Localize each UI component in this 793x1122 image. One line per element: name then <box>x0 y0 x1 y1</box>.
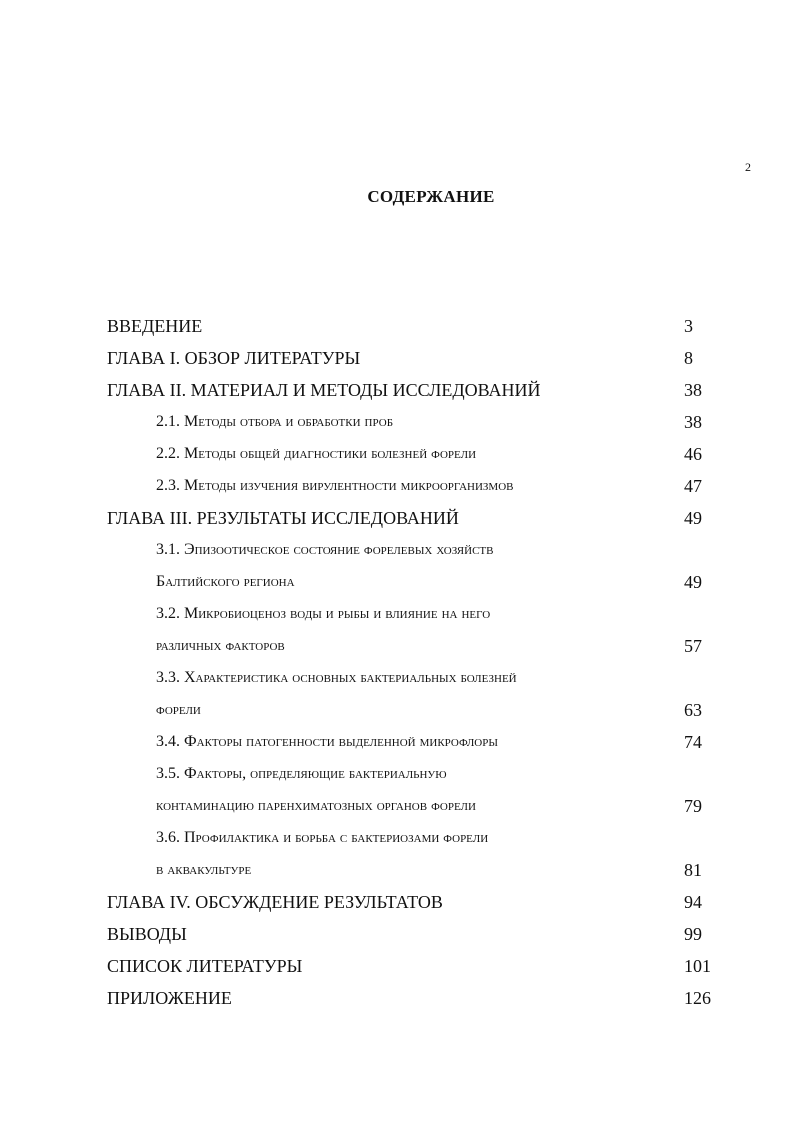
toc-section-entry <box>0 854 793 886</box>
toc-section-entry <box>0 758 793 790</box>
toc-entry-label: 3.3. Характеристика основных бактериальных болезней <box>156 669 517 686</box>
toc-section-entry <box>0 790 793 822</box>
toc-entry-label: 2.3. Методы изучения вирулентности микроорганизмов <box>156 477 514 494</box>
toc-entry-label: ВЫВОДЫ <box>107 924 187 944</box>
toc-chapter-entry <box>0 950 793 982</box>
toc-entry-page-number: 3 <box>684 316 693 336</box>
toc-entry-label: 3.1. Эпизоотическое состояние форелевых хозяйств <box>156 541 494 558</box>
toc-chapter-entry <box>0 918 793 950</box>
toc-section-entry <box>0 662 793 694</box>
toc-entry-label: 2.1. Методы отбора и обработки проб <box>156 413 394 430</box>
toc-section-entry <box>0 438 793 470</box>
toc-section-entry <box>0 406 793 438</box>
toc-entry-page-number: 49 <box>684 572 702 592</box>
toc-entry-label: в аквакультуре <box>156 861 252 878</box>
toc-entry-label: контаминацию паренхиматозных органов форели <box>156 797 476 814</box>
toc-entry-page-number: 74 <box>684 732 702 752</box>
toc-entry-label: ГЛАВА IV. ОБСУЖДЕНИЕ РЕЗУЛЬТАТОВ <box>107 892 443 912</box>
toc-section-entry <box>0 630 793 662</box>
toc-section-entry <box>0 566 793 598</box>
toc-section-entry <box>0 822 793 854</box>
toc-chapter-entry <box>0 982 793 1014</box>
toc-chapter-entry <box>0 502 793 534</box>
toc-entry-label: 3.6. Профилактика и борьба с бактериозами форели <box>156 829 489 846</box>
toc-chapter-entry <box>0 374 793 406</box>
toc-section-entry <box>0 470 793 502</box>
toc-entry-label: форели <box>156 701 201 718</box>
toc-entry-page-number: 81 <box>684 860 702 880</box>
toc-chapter-entry <box>0 886 793 918</box>
toc-entry-page-number: 126 <box>684 988 711 1008</box>
toc-entry-label: ВВЕДЕНИЕ <box>107 316 203 336</box>
toc-section-entry <box>0 726 793 758</box>
toc-entry-label: 3.2. Микробиоценоз воды и рыбы и влияние на него <box>156 605 491 622</box>
toc-section-entry <box>0 598 793 630</box>
toc-entry-page-number: 94 <box>684 892 702 912</box>
toc-chapter-entry <box>0 342 793 374</box>
toc-chapter-entry <box>0 310 793 342</box>
toc-entry-page-number: 47 <box>684 476 702 496</box>
toc-entry-page-number: 38 <box>684 380 702 400</box>
toc-section-entry <box>0 694 793 726</box>
toc-entry-page-number: 79 <box>684 796 702 816</box>
toc-entry-label: Балтийского региона <box>156 573 295 590</box>
toc-entry-label: 2.2. Методы общей диагностики болезней форели <box>156 445 477 462</box>
toc-entry-page-number: 46 <box>684 444 702 464</box>
toc-entry-page-number: 99 <box>684 924 702 944</box>
toc-entry-page-number: 49 <box>684 508 702 528</box>
toc-entry-label: ГЛАВА III. РЕЗУЛЬТАТЫ ИССЛЕДОВАНИЙ <box>107 508 459 528</box>
page-number: 2 <box>745 160 751 174</box>
toc-entry-label: СПИСОК ЛИТЕРАТУРЫ <box>107 956 303 976</box>
toc-entry-page-number: 57 <box>684 636 702 656</box>
toc-entry-label: различных факторов <box>156 637 285 654</box>
toc-entry-page-number: 101 <box>684 956 711 976</box>
toc-entry-label: ГЛАВА I. ОБЗОР ЛИТЕРАТУРЫ <box>107 348 361 368</box>
toc-entry-label: 3.5. Факторы, определяющие бактериальную <box>156 765 447 782</box>
toc-entry-page-number: 8 <box>684 348 693 368</box>
table-of-contents <box>0 310 793 1014</box>
toc-section-entry <box>0 534 793 566</box>
toc-entry-page-number: 63 <box>684 700 702 720</box>
toc-entry-page-number: 38 <box>684 412 702 432</box>
toc-entry-label: ГЛАВА II. МАТЕРИАЛ И МЕТОДЫ ИССЛЕДОВАНИЙ <box>107 380 541 400</box>
toc-entry-label: ПРИЛОЖЕНИЕ <box>107 988 232 1008</box>
page-title: СОДЕРЖАНИЕ <box>367 187 495 206</box>
toc-entry-label: 3.4. Факторы патогенности выделенной микрофлоры <box>156 733 498 750</box>
